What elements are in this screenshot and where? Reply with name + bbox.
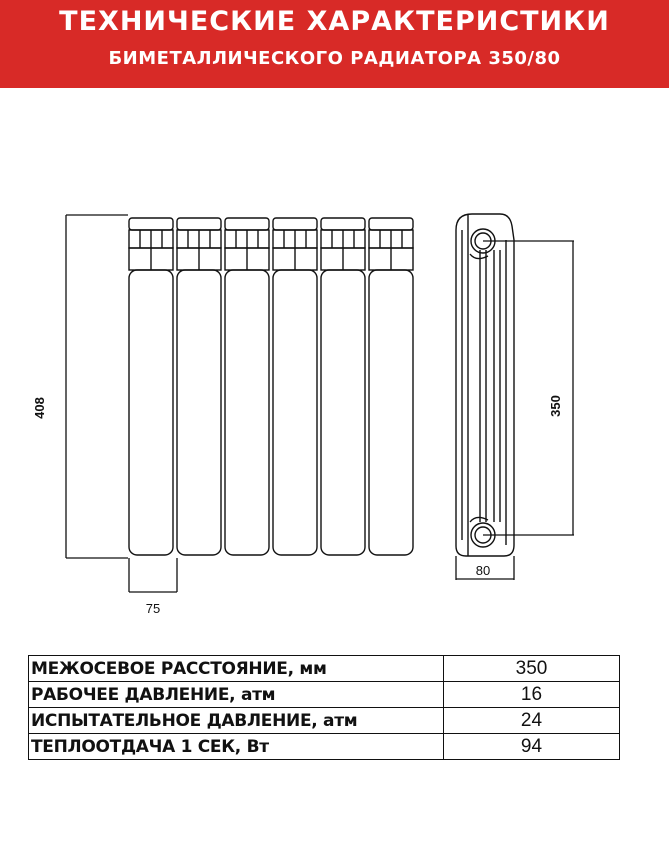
- header-title: ТЕХНИЧЕСКИЕ ХАРАКТЕРИСТИКИ: [59, 6, 610, 37]
- header-subtitle: БИМЕТАЛЛИЧЕСКОГО РАДИАТОРА 350/80: [108, 48, 561, 69]
- spec-label: РАБОЧЕЕ ДАВЛЕНИЕ, атм: [29, 682, 444, 708]
- section-width-dimension-label: 75: [145, 601, 161, 616]
- spec-value: 16: [444, 682, 620, 708]
- radiator-section-6: [369, 218, 413, 555]
- radiator-front-view: [129, 218, 413, 555]
- table-row: [29, 708, 620, 734]
- radiator-section-1: [129, 218, 173, 555]
- spec-label: ИСПЫТАТЕЛЬНОЕ ДАВЛЕНИЕ, атм: [29, 708, 444, 734]
- spec-label: МЕЖОСЕВОЕ РАССТОЯНИЕ, мм: [29, 656, 444, 682]
- spec-value: 94: [444, 734, 620, 760]
- spec-value: 350: [444, 656, 620, 682]
- table-row: [29, 656, 620, 682]
- radiator-section-4: [273, 218, 317, 555]
- radiator-side-view: [456, 214, 514, 556]
- depth-dimension-label: 80: [475, 563, 491, 578]
- specs-table: [28, 655, 620, 760]
- axis-distance-dimension-line: [483, 241, 574, 535]
- table-row: [29, 734, 620, 760]
- height-dimension-label: 408: [32, 397, 47, 419]
- spec-label: ТЕПЛООТДАЧА 1 СЕК, Вт: [29, 734, 444, 760]
- radiator-section-5: [321, 218, 365, 555]
- height-dimension-line: [66, 215, 128, 558]
- table-row: [29, 682, 620, 708]
- radiator-section-3: [225, 218, 269, 555]
- section-width-dimension-line: [129, 558, 177, 592]
- axis-distance-dimension-label: 350: [548, 395, 563, 417]
- spec-value: 24: [444, 708, 620, 734]
- radiator-section-2: [177, 218, 221, 555]
